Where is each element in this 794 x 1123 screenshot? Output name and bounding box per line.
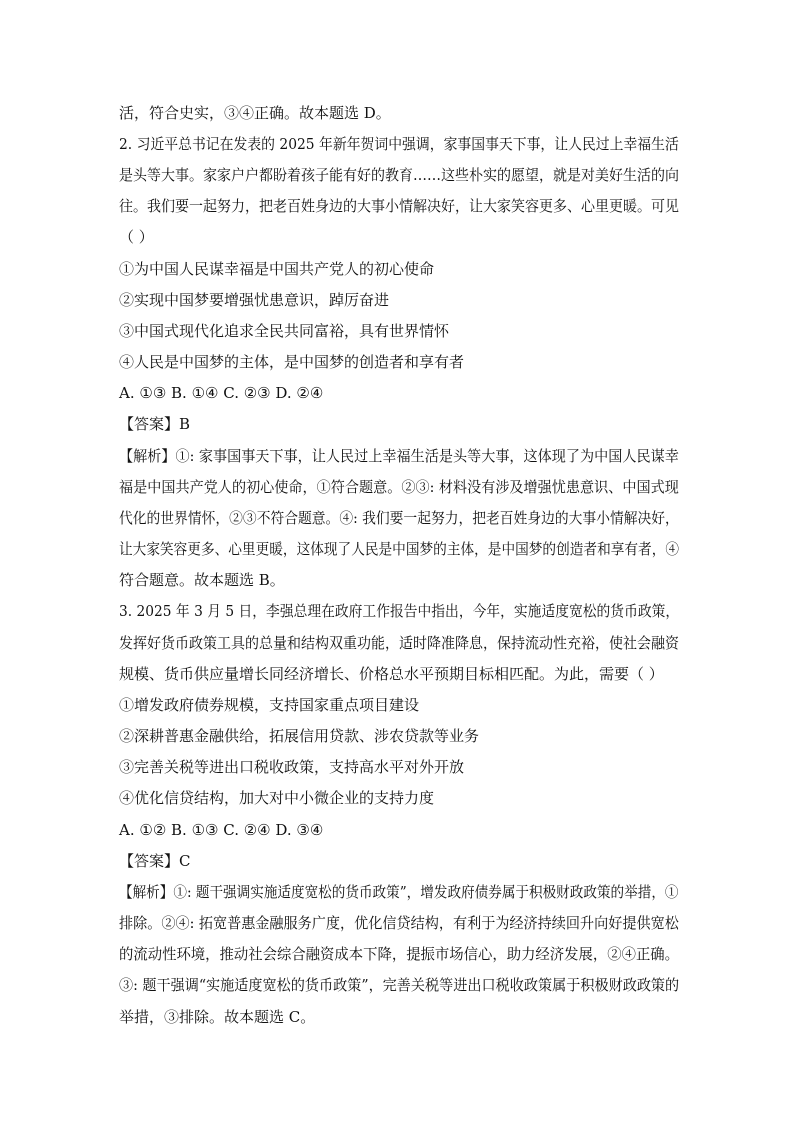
question-3-option-2: ②深耕普惠金融供给，拓展信用贷款、涉农贷款等业务 [119, 727, 480, 745]
question-2-option-3: ③中国式现代化追求全民共同富裕，具有世界情怀 [119, 322, 450, 340]
question-2-option-2: ②实现中国梦要增强忧患意识，踔厉奋进 [119, 291, 390, 309]
question-2-answer: 【答案】B [119, 415, 191, 433]
question-3-analysis-line-4: ③: 题干强调“实施适度宽松的货币政策”，完善关税等进出口税收政策属于积极财政政策的 [119, 976, 680, 994]
question-2-option-1: ①为中国人民谋幸福是中国共产党人的初心使命 [119, 260, 435, 278]
question-2-stem-line-1: 2. 习近平总书记在发表的 2025 年新年贺词中强调，家事国事天下事，让人民过上幸福生活 [119, 135, 679, 153]
question-2-analysis-line-5: 符合题意。故本题选 B。 [119, 571, 285, 589]
question-2-analysis-line-1: 【解析】①: 家事国事天下事，让人民过上幸福生活是头等大事，这体现了为中国人民谋幸 [119, 447, 679, 465]
question-3-analysis-line-2: 排除。②④: 拓宽普惠金融服务广度，优化信贷结构，有利于为经济持续回升向好提供宽松 [119, 914, 679, 932]
question-3-choices: A. ①② B. ①③ C. ②④ D. ③④ [119, 821, 324, 839]
question-3-answer: 【答案】C [119, 852, 191, 870]
question-3-stem-line-1: 3. 2025 年 3 月 5 日，李强总理在政府工作报告中指出，今年，实施适度宽松的货币政策， [119, 602, 680, 620]
question-3-option-4: ④优化信贷结构，加大对中小微企业的支持力度 [119, 789, 435, 807]
question-2-choices: A. ①③ B. ①④ C. ②③ D. ②④ [119, 384, 324, 402]
text-line-01: 活，符合史实，③④正确。故本题选 D。 [119, 104, 391, 122]
question-2-stem-line-2: 是头等大事。家家户户都盼着孩子能有好的教育……这些朴实的愿望，就是对美好生活的向 [119, 166, 679, 184]
question-2-blank: （ ） [119, 228, 154, 246]
question-3-option-3: ③完善关税等进出口税收政策，支持高水平对外开放 [119, 758, 465, 776]
question-3-analysis-line-5: 举措，③排除。故本题选 C。 [119, 1008, 316, 1026]
question-2-option-4: ④人民是中国梦的主体，是中国梦的创造者和享有者 [119, 353, 465, 371]
question-3-option-1: ①增发政府债券规模，支持国家重点项目建设 [119, 696, 420, 714]
question-3-stem-line-2: 发挥好货币政策工具的总量和结构双重功能，适时降准降息，保持流动性充裕，使社会融资 [119, 634, 679, 652]
question-2-stem-line-3: 往。我们要一起努力，把老百姓身边的大事小情解决好，让大家笑容更多、心里更暖。可见 [119, 197, 679, 215]
question-2-analysis-line-2: 福是中国共产党人的初心使命，①符合题意。②③: 材料没有涉及增强忧患意识、中国式现 [119, 478, 679, 496]
question-3-analysis-line-3: 的流动性环境，推动社会综合融资成本下降，提振市场信心，助力经济发展，②④正确。 [119, 945, 680, 963]
question-2-analysis-line-3: 代化的世界情怀，②③不符合题意。④: 我们要一起努力，把老百姓身边的大事小情解决好， [119, 509, 679, 527]
question-3-analysis-line-1: 【解析】①: 题干强调实施适度宽松的货币政策”，增发政府债券属于积极财政政策的举措，① [119, 883, 679, 901]
question-2-analysis-line-4: 让大家笑容更多、心里更暖，这体现了人民是中国梦的主体，是中国梦的创造者和享有者，④ [119, 540, 680, 558]
question-3-stem-line-3: 规模、货币供应量增长同经济增长、价格总水平预期目标相匹配。为此，需要（ ） [119, 665, 664, 683]
